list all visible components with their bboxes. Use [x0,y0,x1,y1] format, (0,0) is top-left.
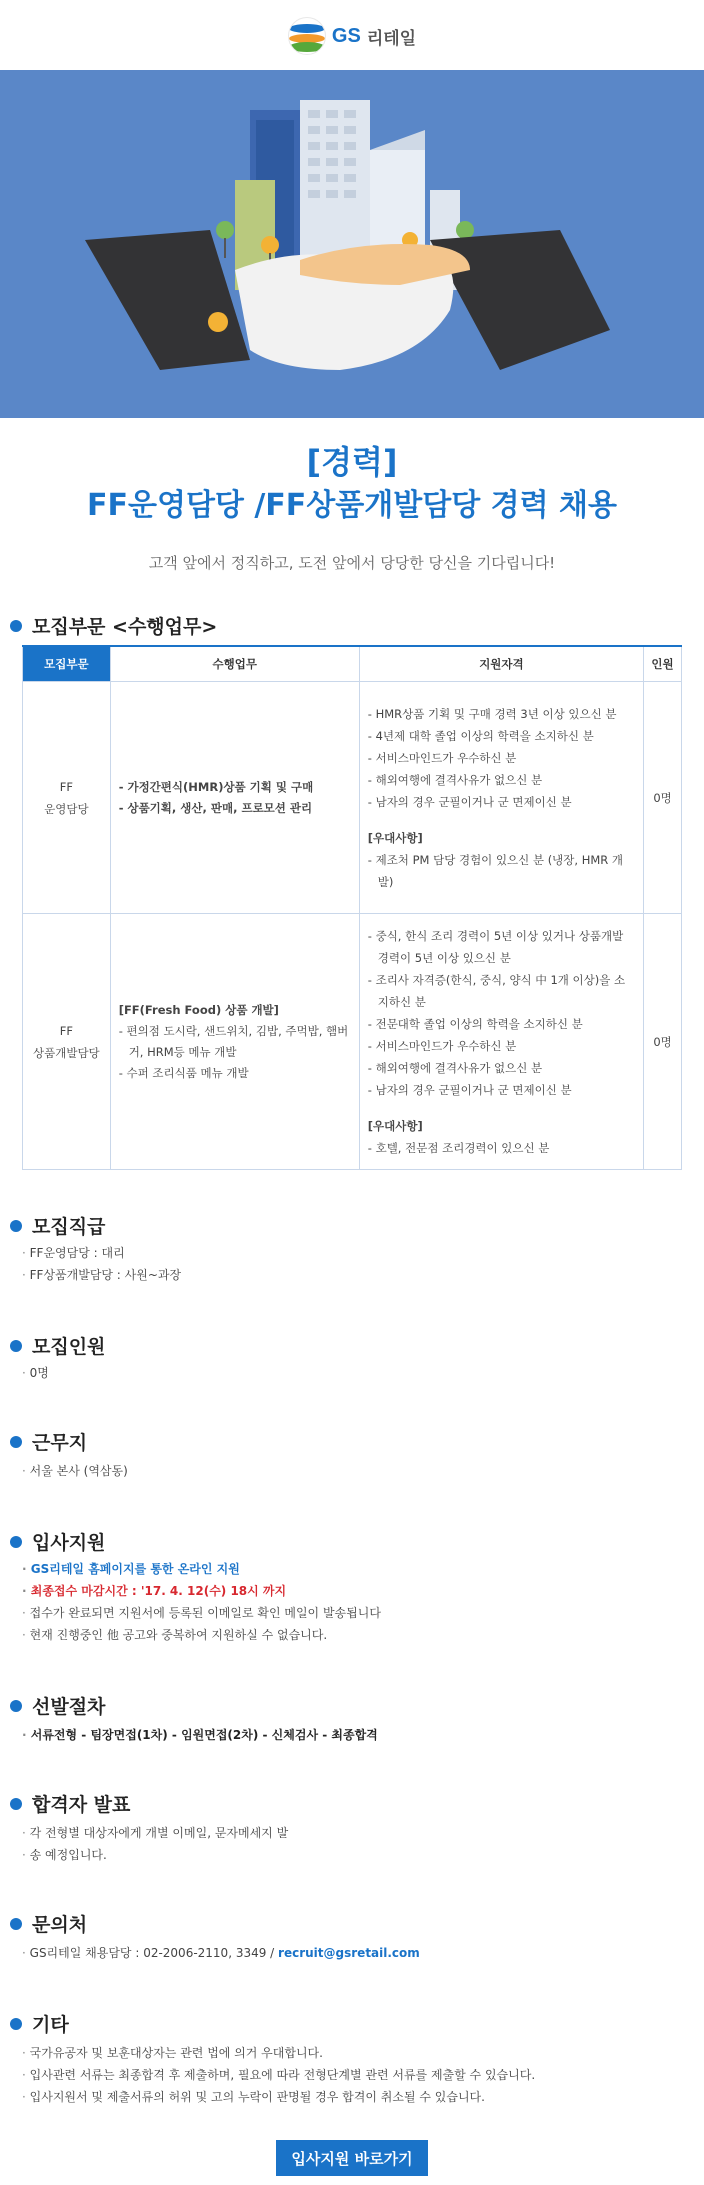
qualification-item: - 전문대학 졸업 이상의 학력을 소지하신 분 [368,1013,635,1035]
location-list [22,1460,128,1482]
apply-now-button[interactable]: 입사지원 바로가기 [276,2140,428,2176]
section-apply-header [10,1528,105,1555]
category-cell [23,914,111,1170]
qualification-item: - 남자의 경우 군필이거나 군 면제이신 분 [368,791,635,813]
list-item: · 국가유공자 및 보훈대상자는 관련 법에 의거 우대합니다. [22,2042,535,2064]
contact-text: GS리테일 채용담당 : 02-2006-2110, 3349 / [29,1946,279,1960]
list-item: · 서울 본사 (역삼동) [22,1460,128,1482]
bullet-dot-icon [10,1220,22,1232]
task-cell [110,914,359,1170]
qualification-item: - HMR상품 기획 및 구매 경력 3년 이상 있으신 분 [368,703,635,725]
process-list [22,1724,378,1746]
table-row [23,914,682,1170]
section-title: 문의처 [32,1914,88,1936]
list-item: · 송 예정입니다. [22,1844,288,1866]
qualification-cell [359,682,643,914]
section-etc-header [10,2010,69,2037]
table-header-row [23,646,682,682]
bullet-dot-icon [10,2018,22,2030]
job-subtitle: 고객 앞에서 정직하고, 도전 앞에서 당당한 당신을 기다립니다! [148,554,556,572]
job-title: FF운영담당 /FF상품개발담당 경력 채용 [87,488,617,523]
section-title: 선발절차 [32,1696,106,1718]
table-header: 수행업무 [110,646,359,682]
list-item: · 현재 진행중인 他 공고와 중복하여 지원하실 수 없습니다. [22,1624,381,1646]
section-title: 모집직급 [32,1216,106,1238]
bullet-dot-icon [10,1536,22,1548]
announce-list [22,1822,288,1866]
gs-retail-logo[interactable] [0,14,704,58]
table-header: 지원자격 [359,646,643,682]
bullet-dot-icon [10,1798,22,1810]
section-title: 기타 [32,2014,69,2036]
preference-item: - 제조처 PM 담당 경험이 있으신 분 (냉장, HMR 개발) [368,849,635,893]
list-item: · FF운영담당 : 대리 [22,1242,181,1264]
bullet-dot-icon [10,1436,22,1448]
section-contact-header [10,1910,87,1937]
preference-title: [우대사항] [367,1118,423,1133]
position-list [22,1242,181,1286]
list-item: · FF상품개발담당 : 사원~과장 [22,1264,181,1286]
qualification-item: - 4년제 대학 졸업 이상의 학력을 소지하신 분 [368,725,635,747]
qualification-item: - 서비스마인드가 우수하신 분 [368,1035,635,1057]
task-item: - 상품기획, 생산, 판매, 프로모션 관리 [119,798,351,819]
section-headcount-header [10,1332,105,1359]
task-item: - 편의점 도시락, 샌드위치, 김밥, 주먹밥, 햄버거, HRM등 메뉴 개발 [119,1021,351,1063]
job-title-block [0,440,704,573]
bullet-dot-icon [10,1340,22,1352]
category-line: FF [59,1023,73,1038]
gs-logo-icon [288,17,326,55]
headcount-cell: 0명 [644,914,682,1170]
bullet-dot-icon [10,620,22,632]
logo-gs-text: GS [331,24,361,47]
bullet-dot-icon [10,1918,22,1930]
apply-list [22,1558,381,1646]
section-title: 합격자 발표 [32,1794,131,1816]
apply-online-link[interactable]: · GS리테일 홈페이지를 통한 온라인 지원 [22,1558,381,1580]
list-item: · 접수가 완료되면 지원서에 등록된 이메일로 확인 메일이 발송됩니다 [22,1602,381,1624]
section-announce-header [10,1790,130,1817]
section-process-header [10,1692,105,1719]
contact-line [22,1942,420,1964]
qualification-item: - 서비스마인드가 우수하신 분 [368,747,635,769]
preference-item: - 호텔, 전문점 조리경력이 있으신 분 [368,1137,635,1159]
task-heading: [FF(Fresh Food) 상품 개발] [118,1002,279,1017]
handshake-city-illustration [0,70,704,418]
qualification-item: - 조리사 자격증(한식, 중식, 양식 中 1개 이상)을 소지하신 분 [368,969,635,1013]
category-line: 운영담당 [44,801,89,816]
table-header: 인원 [644,646,682,682]
etc-list [22,2042,535,2108]
list-item: · 0명 [22,1362,49,1384]
recruit-table [22,645,682,1170]
task-item: - 수퍼 조리식품 메뉴 개발 [119,1063,351,1084]
section-position-header [10,1212,105,1239]
list-item: · 입사지원서 및 제출서류의 허위 및 고의 누락이 판명될 경우 합격이 취소될 수 있습니다. [22,2086,535,2108]
section-title: 모집인원 [32,1336,106,1358]
job-title-tag: [경력] [306,443,398,481]
section-title: 근무지 [32,1432,88,1454]
qualification-item: - 해외여행에 결격사유가 없으신 분 [368,769,635,791]
section-title: 입사지원 [32,1532,106,1554]
section-location-header [10,1428,87,1455]
qualification-cell [359,914,643,1170]
headcount-list [22,1362,49,1384]
qualification-item: - 해외여행에 결격사유가 없으신 분 [368,1057,635,1079]
table-header: 모집부문 [23,646,111,682]
contact-list [22,1942,420,1964]
contact-email-link[interactable]: recruit@gsretail.com [278,1946,420,1960]
list-item: · 입사관련 서류는 최종합격 후 제출하며, 필요에 따라 전형단계별 관련 서류를 제출할 수 있습니다. [22,2064,535,2086]
task-cell [110,682,359,914]
headcount-cell: 0명 [644,682,682,914]
bullet-dot-icon [10,1700,22,1712]
preference-title: [우대사항] [367,830,423,845]
section-recruit-header [10,612,217,639]
qualification-item: - 중식, 한식 조리 경력이 5년 이상 있거나 상품개발 경력이 5년 이상 있으신 분 [368,925,635,969]
table-row [23,682,682,914]
category-cell [23,682,111,914]
hero-handshake-illustration [0,70,704,418]
task-item: - 가정간편식(HMR)상품 기획 및 구매 [119,777,351,798]
deadline-notice: · 최종접수 마감시간 : '17. 4. 12(수) 18시 까지 [22,1580,381,1602]
logo-name-text: 리테일 [366,28,417,49]
process-steps: · 서류전형 - 팀장면접(1차) - 임원면접(2차) - 신체검사 - 최종합격 [22,1724,378,1746]
category-line: FF [59,779,73,794]
qualification-item: - 남자의 경우 군필이거나 군 면제이신 분 [368,1079,635,1101]
list-item: · 각 전형별 대상자에게 개별 이메일, 문자메세지 발 [22,1822,288,1844]
section-title: 모집부문 <수행업무> [32,616,218,638]
category-line: 상품개발담당 [33,1045,100,1060]
